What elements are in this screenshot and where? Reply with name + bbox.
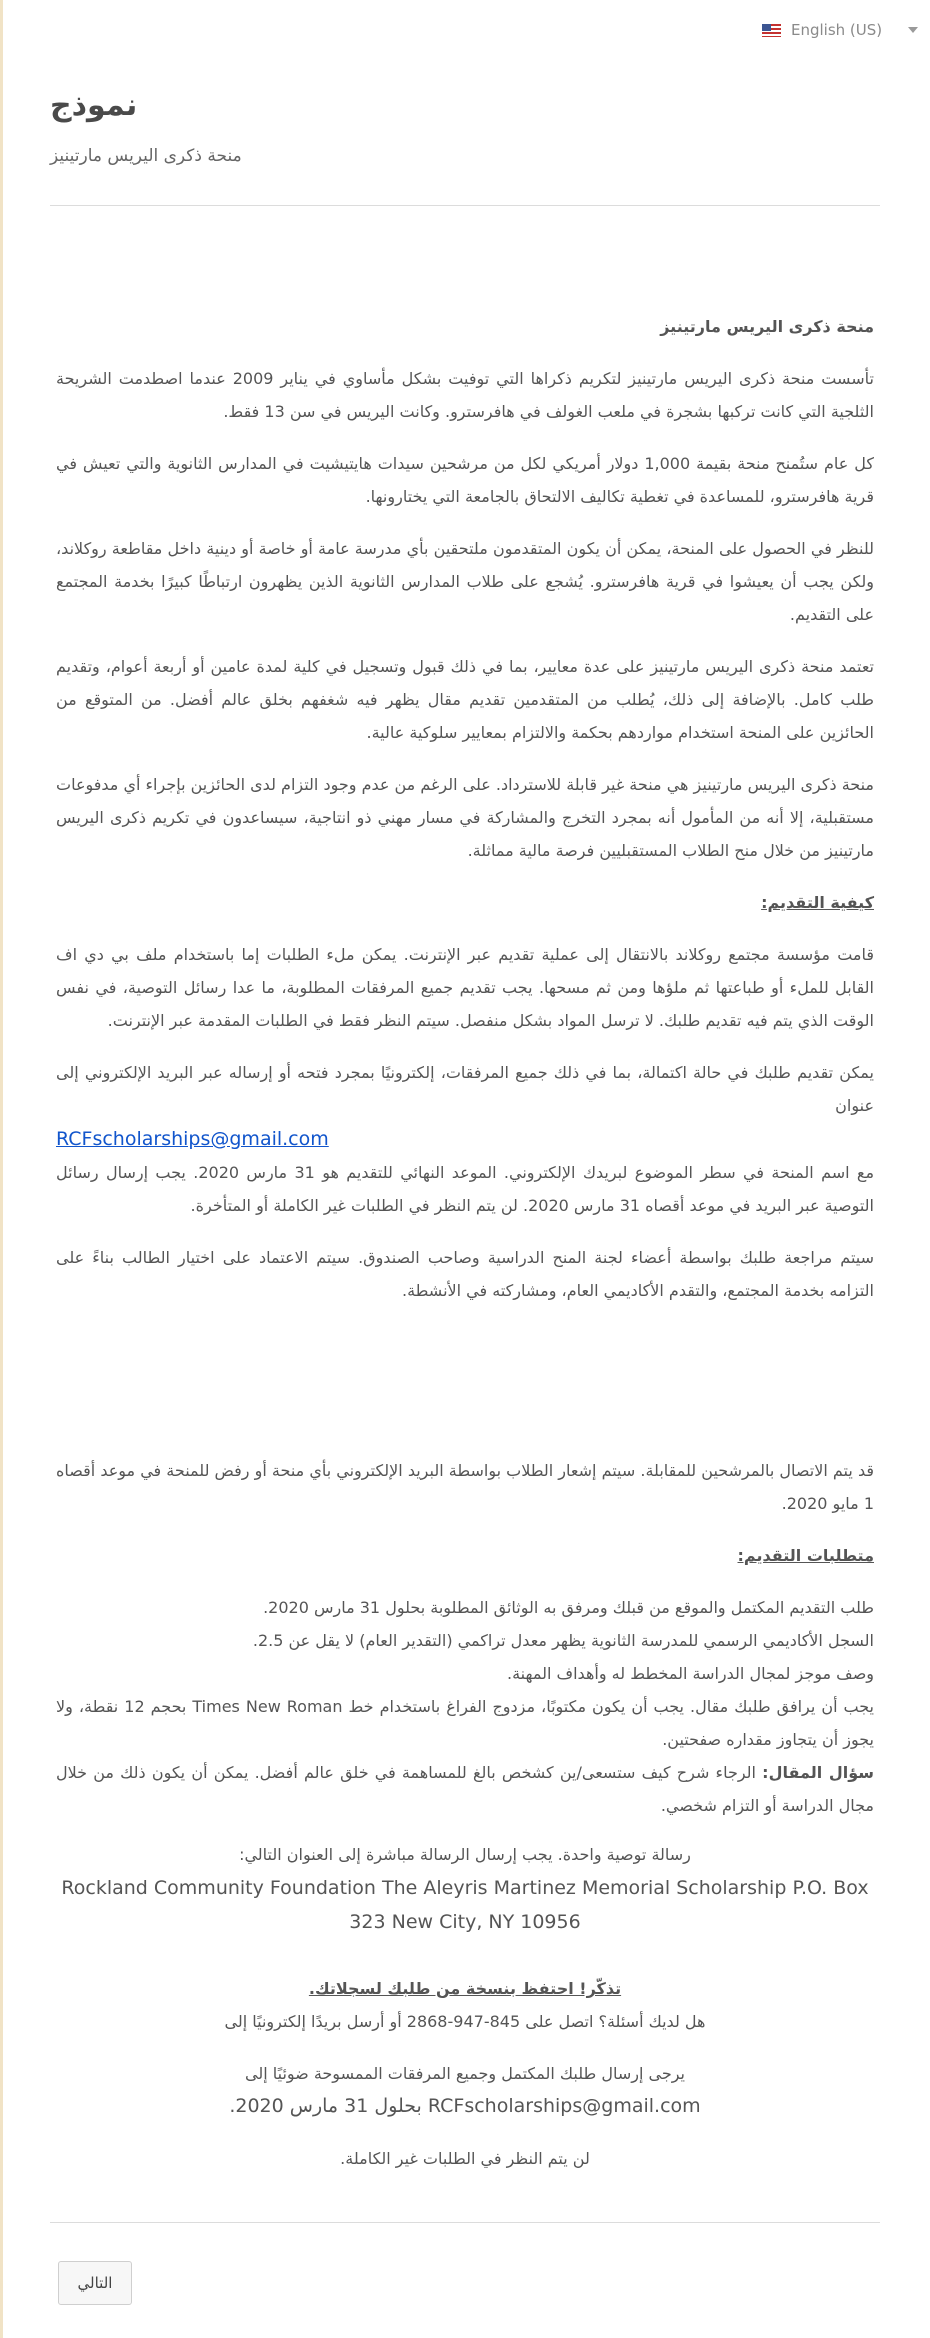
questions-text: هل لديك أسئلة؟ اتصل على 845-947-2868 أو أرسل بريدًا إلكترونيًا إلى [224,2012,706,2031]
paragraph-nonrefundable: منحة ذكرى اليريس مارتينيز هي منحة غير قابلة للاسترداد. على الرغم من عدم وجود التزام لدى الحائزين بإجراء أي مدفوعات مستقبلية، إلا أنه من المأمول أنه بمجرد التخرج والمشاركة في مسار مهني ذو انتاجية، سيساعدون في تكريم ذكرى اليريس مارتينيز من خلال منح الطلاب المستقبليين فرصة مالية مماثلة. [56,775,874,860]
paragraph-intro: تأسست منحة ذكرى اليريس مارتينيز لتكريم ذكراها التي توفيت بشكل مأساوي في يناير 2009 عندما اصطدمت الشريحة الثلجية التي كانت تركبها بشجرة في ملعب الغولف في هافرسترو. وكانت اليريس في سن 13 فقط. [56,369,875,421]
incomplete-notice: لن يتم النظر في الطلبات غير الكاملة. [340,2149,590,2168]
next-button[interactable]: التالي [58,2261,132,2305]
requirements-list [56,1591,874,1822]
requirement-item: وصف موجز لمجال الدراسة المخطط له وأهداف المهنة. [507,1664,874,1683]
essay-label: سؤال المقال: [762,1763,874,1782]
essay-text: الرجاء شرح كيف ستسعى/ين كشخص بالغ للمساهمة في خلق عالم أفضل. يمكن أن يكون ذلك من خلال مجال الدراسة أو التزام شخصي. [56,1763,874,1815]
paragraph-submit-intro: يمكن تقديم طلبك في حالة اكتمالة، بما في ذلك جميع المرفقات، إلكترونيًا بمجرد فتحه أو إرساله عبر البريد الإلكتروني إلى عنوان [56,1063,874,1115]
requirement-item: يجب أن يرافق طلبك مقال. يجب أن يكون مكتوبًا، مزدوج الفراغ باستخدام خط Times New Roman بحجم 12 نقطة، ولا يجوز أن يتجاوز مقداره صفحتين. [56,1697,874,1749]
send-instructions: يرجى إرسال طلبك المكتمل وجميع المرفقات الممسوحة ضوئيًا إلى [245,2064,685,2083]
requirement-item: طلب التقديم المكتمل والموقع من قبلك ومرفق به الوثائق المطلوبة بحلول 31 مارس 2020. [263,1598,874,1617]
email-link[interactable]: RCFscholarships@gmail.com [56,1128,329,1150]
left-accent-bar [0,0,3,2338]
reminder-text: تذكّر! احتفظ بنسخة من طلبك لسجلاتك. [308,1979,622,1998]
language-selector[interactable] [762,18,922,42]
header-divider [50,205,880,206]
scholarship-heading: منحة ذكرى اليريس مارتينيز [660,317,874,336]
recommendation-line: رسالة توصية واحدة. يجب إرسال الرسالة مباشرة إلى العنوان التالي: [239,1845,691,1864]
essay-question [56,1756,874,1822]
paragraph-online-process: قامت مؤسسة مجتمع روكلاند بالانتقال إلى عملية تقديم عبر الإنترنت. يمكن ملء الطلبات إما باستخدام ملف بي دي اف القابل للملء أو طباعتها ثم ملؤها ومن ثم مسحها. يجب تقديم جميع المرفقات المطلوبة، ما عدا رسائل التوصية، في نفس الوقت الذي يتم فيه تقديم طلبك. لا ترسل المواد بشكل منفصل. سيتم النظر فقط في الطلبات المقدمة عبر الإنترنت. [56,945,874,1030]
footer-divider [50,2222,880,2223]
spacer [56,1326,874,1454]
send-email-deadline: RCFscholarships@gmail.com بحلول 31 مارس 2020. [229,2095,701,2117]
paragraph-deadline: مع اسم المنحة في سطر الموضوع لبريدك الإلكتروني. الموعد النهائي للتقديم هو 31 مارس 2020. يجب إرسال رسائل التوصية عبر البريد في موعد أقصاه 31 مارس 2020. لن يتم النظر في الطلبات غير الكاملة أو المتأخرة. [56,1163,875,1215]
requirement-item: السجل الأكاديمي الرسمي للمدرسة الثانوية يظهر معدل تراكمي (التقدير العام) لا يقل عن 2.5. [252,1631,874,1650]
us-flag-icon [762,24,781,37]
chevron-down-icon [908,27,918,33]
form-description [56,310,874,2194]
language-label: English (US) [791,21,883,39]
paragraph-eligibility: للنظر في الحصول على المنحة، يمكن أن يكون المتقدمون ملتحقين بأي مدرسة عامة أو خاصة أو دينية داخل مقاطعة روكلاند، ولكن يجب أن يعيشوا في قرية هافرسترو. يُشجع على طلاب المدارس الثانوية الذين يظهرون ارتباطًا كبيرًا بخدمة المجتمع على التقديم. [56,539,874,624]
mailing-address: Rockland Community Foundation The Aleyris Martinez Memorial Scholarship P.O. Box 323 New City, NY 10956 [61,1877,869,1933]
requirements-heading: متطلبات التقديم: [737,1546,874,1565]
paragraph-award: كل عام ستُمنح منحة بقيمة 1,000 دولار أمريكي لكل من مرشحين سيدات هايتيشيت في المدارس الثانوية والتي تعيش في قرية هافرسترو، للمساعدة في تغطية تكاليف الالتحاق بالجامعة التي يختارونها. [56,454,875,506]
paragraph-interview: قد يتم الاتصال بالمرشحين للمقابلة. سيتم إشعار الطلاب بواسطة البريد الإلكتروني بأي منحة أو رفض للمنحة في موعد أقصاه 1 مايو 2020. [56,1461,874,1513]
form-title: نموذج [50,88,138,123]
paragraph-review: سيتم مراجعة طلبك بواسطة أعضاء لجنة المنح الدراسية وصاحب الصندوق. سيتم الاعتماد على اختيار الطالب بناءً على التزامه بخدمة المجتمع، والتقدم الأكاديمي العام، ومشاركته في الأنشطة. [56,1248,874,1300]
paragraph-criteria: تعتمد منحة ذكرى اليريس مارتينيز على عدة معايير، بما في ذلك قبول وتسجيل في كلية لمدة عامين أو أربعة أعوام، وتقديم طلب كامل. بالإضافة إلى ذلك، يُطلب من المتقدمين تقديم مقال يظهر فيه شغفهم بخلق عالم أفضل. من المتوقع من الحائزين على المنحة استخدام مواردهم بحكمة والالتزام بمعايير سلوكية عالية. [56,657,874,742]
form-subtitle: منحة ذكرى اليريس مارتينيز [50,146,242,166]
how-to-apply-heading: كيفية التقديم: [761,893,874,912]
